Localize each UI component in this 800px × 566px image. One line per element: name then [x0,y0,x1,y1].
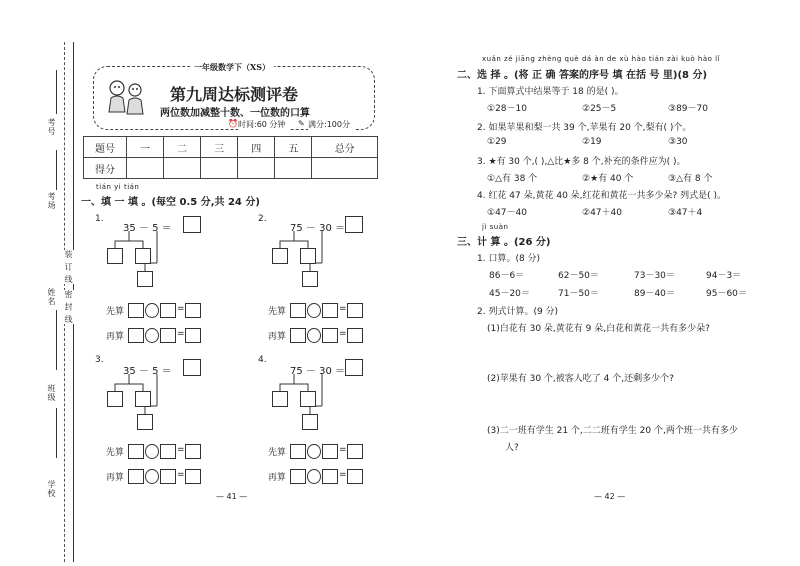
mc-q4: 4. 红花 47 朵,黄花 40 朵,红花和黄花一共多少朵? 列式是( )。 [477,191,727,201]
table-cell: 一 [127,137,164,158]
mc-q3-opt1[interactable]: ①△有 38 个 [487,174,538,184]
full-score: 满分:100分 [308,119,354,130]
q3-then-box1[interactable] [128,469,144,484]
q1-then-op[interactable] [145,328,159,343]
q3-first-box2[interactable] [160,444,176,459]
q1-first-eq: = [177,304,185,314]
q3-result-box[interactable] [137,414,153,430]
kaohao-line [56,70,57,114]
mc-q1-opt3[interactable]: ③89－70 [668,104,708,114]
q4-split-box-right[interactable] [300,391,316,407]
section1-title: 一、填 一 填 。(每空 0.5 分,共 24 分) [81,197,260,208]
q2-first-box3[interactable] [347,303,363,318]
series-label: 一年级数学下（XS） [190,62,274,73]
q1-first-box2[interactable] [160,303,176,318]
q3-first-box3[interactable] [185,444,201,459]
mc-q4-opt2[interactable]: ②47＋40 [582,208,622,218]
mc-q2: 2. 如果苹果和梨一共 39 个,苹果有 20 个,梨有( )个。 [477,123,692,133]
mc-q3-opt3[interactable]: ③△有 8 个 [668,174,713,184]
q4-result-box[interactable] [302,414,318,430]
score-input-cell[interactable] [312,158,378,179]
written-part-title: 2. 列式计算。(9 分) [477,307,559,317]
oral-item[interactable]: 95－60＝ [706,289,747,299]
score-table-header-row [84,137,378,158]
q1-split-box-left[interactable] [107,248,123,264]
q4-first-op[interactable] [307,444,321,459]
q4-then-eq: = [339,470,347,480]
q4-first-eq: = [339,445,347,455]
q4-then-op[interactable] [307,469,321,484]
oral-part-title: 1. 口算。(8 分) [477,254,541,264]
kaohao-label: 考号 [47,118,56,136]
q4-expression: 75 － 30 ＝ [290,366,345,377]
section3-pinyin: jì suàn [482,223,509,231]
mc-q3: 3. ★有 30 个,( ),△比★多 8 个,补充的条件应为( )。 [477,157,686,167]
table-cell: 二 [164,137,201,158]
q3-expression: 35 － 5 ＝ [123,366,172,377]
score-input-cell[interactable] [201,158,238,179]
xingming-line [56,310,57,370]
score-input-cell[interactable] [275,158,312,179]
q1-first-op[interactable] [145,303,159,318]
q3-split-box-right[interactable] [135,391,151,407]
mc-q2-opt2[interactable]: ②19 [582,137,602,147]
binding-label: 装 订 线 [64,250,73,285]
q1-then-box2[interactable] [160,328,176,343]
q2-expression: 75 － 30 ＝ [290,223,345,234]
q3-first-eq: = [177,445,185,455]
word-problem-3-line1: (3)二一班有学生 21 个,二二班有学生 20 个,两个班一共有多少 [487,426,738,436]
pencil-icon: ✎ [298,119,305,128]
q3-first-op[interactable] [145,444,159,459]
q2-answer-box[interactable] [345,216,363,233]
q1-number: 1. [95,214,104,224]
q1-first-label: 先算 [106,307,125,317]
section1-pinyin: tián yi tián [96,183,140,191]
oral-item[interactable]: 71－50＝ [558,289,599,299]
mc-q1: 1. 下面算式中结果等于 18 的是( )。 [477,87,624,97]
q3-then-box2[interactable] [160,469,176,484]
q2-first-label: 先算 [268,307,287,317]
section2-pinyin: xuǎn zé jiāng zhèng què dá àn de xù hào tián zài kuò hào lǐ [482,55,721,63]
q4-then-label: 再算 [268,473,287,483]
q4-first-label: 先算 [268,448,287,458]
table-cell: 四 [238,137,275,158]
mc-q4-opt1[interactable]: ①47－40 [487,208,527,218]
q3-then-label: 再算 [106,473,125,483]
q4-first-box1[interactable] [290,444,306,459]
q3-split-box-left[interactable] [107,391,123,407]
q4-first-box3[interactable] [347,444,363,459]
table-cell: 题号 [84,137,127,158]
q4-then-box3[interactable] [347,469,363,484]
oral-item[interactable]: 62－50＝ [558,271,599,281]
mc-q1-opt2[interactable]: ②25－5 [582,104,617,114]
q3-then-box3[interactable] [185,469,201,484]
mc-q1-opt1[interactable]: ①28－10 [487,104,527,114]
q3-then-op[interactable] [145,469,159,484]
score-input-cell[interactable] [164,158,201,179]
q2-then-op[interactable] [307,328,321,343]
q4-then-box2[interactable] [322,469,338,484]
q1-then-box1[interactable] [128,328,144,343]
table-cell: 总分 [312,137,378,158]
section3-title: 三、计 算 。(26 分) [457,237,551,248]
q2-first-box1[interactable] [290,303,306,318]
q1-first-box1[interactable] [128,303,144,318]
xuexiao-label: 学校 [47,480,56,498]
q1-then-eq: = [177,329,185,339]
q4-answer-box[interactable] [345,359,363,376]
oral-item[interactable]: 86－6＝ [489,271,525,281]
q2-first-op[interactable] [307,303,321,318]
oral-item[interactable]: 94－3＝ [706,271,742,281]
word-problem-2: (2)苹果有 30 个,被客人吃了 4 个,还剩多少个? [487,374,674,384]
kids-cartoon-icon [103,78,149,118]
table-cell: 得分 [84,158,127,179]
q1-expression: 35 － 5 ＝ [123,223,172,234]
oral-item[interactable]: 45－20＝ [489,289,530,299]
oral-item[interactable]: 73－30＝ [634,271,675,281]
q3-then-eq: = [177,470,185,480]
score-table-score-row [84,158,378,179]
mc-q2-opt3[interactable]: ③30 [668,137,688,147]
score-input-cell[interactable] [238,158,275,179]
q2-then-box1[interactable] [290,328,306,343]
q3-answer-box[interactable] [183,359,201,376]
xingming-label: 姓名 [47,288,56,306]
q2-number: 2. [258,214,267,224]
q2-first-box2[interactable] [322,303,338,318]
word-problem-3-line2: 人? [505,443,519,453]
banji-label: 班级 [47,384,56,402]
table-cell: 五 [275,137,312,158]
mc-q3-opt2[interactable]: ②★有 40 个 [582,174,634,184]
banji-line [56,408,57,458]
score-table [83,136,378,179]
q1-then-box3[interactable] [185,328,201,343]
section2-title: 二、选 择 。(将 正 确 答案的序号 填 在括 号 里)(8 分) [457,70,708,81]
q1-result-box[interactable] [137,271,153,287]
word-problem-1: (1)白花有 30 朵,黄花有 9 朵,白花和黄花一共有多少朵? [487,324,710,334]
q3-first-label: 先算 [106,448,125,458]
kaochang-line [56,150,57,190]
kaochang-label: 考场 [47,192,56,210]
table-cell: 三 [201,137,238,158]
q1-answer-box[interactable] [183,216,201,233]
page-number-left: — 41 — [216,492,248,501]
clock-icon: ⏰ [228,119,238,128]
q2-then-eq: = [339,329,347,339]
mc-q2-opt1[interactable]: ①29 [487,137,507,147]
q3-first-box1[interactable] [128,444,144,459]
oral-item[interactable]: 89－40＝ [634,289,675,299]
mifeng-label: 密 封 线 [64,290,73,325]
q2-then-box3[interactable] [347,328,363,343]
q3-number: 3. [95,355,104,365]
q1-then-label: 再算 [106,332,125,342]
q4-split-box-left[interactable] [272,391,288,407]
q4-then-box1[interactable] [290,469,306,484]
time-limit: 时间:60 分钟 [238,119,289,130]
q4-number: 4. [258,355,267,365]
q2-result-box[interactable] [302,271,318,287]
q2-split-box-right[interactable] [300,248,316,264]
mc-q4-opt3[interactable]: ③47＋4 [668,208,703,218]
page-number-right: — 42 — [594,492,626,501]
q2-split-box-left[interactable] [272,248,288,264]
q4-first-box2[interactable] [322,444,338,459]
q2-first-eq: = [339,304,347,314]
q2-then-box2[interactable] [322,328,338,343]
score-input-cell[interactable] [127,158,164,179]
q2-then-label: 再算 [268,332,287,342]
q1-first-box3[interactable] [185,303,201,318]
exam-title: 第九周达标测评卷 [170,85,299,104]
exam-subtitle: 两位数加减整十数、一位数的口算 [160,108,310,119]
q1-split-box-right[interactable] [135,248,151,264]
